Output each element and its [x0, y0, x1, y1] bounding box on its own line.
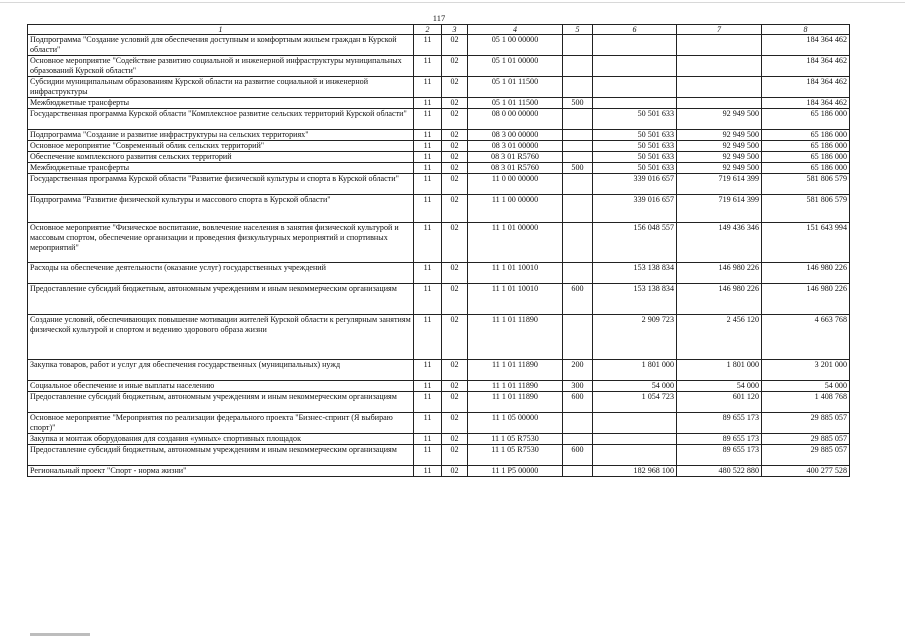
amount-year-1-cell: 156 048 557	[593, 223, 677, 263]
target-article-code-cell: 05 1 01 11500	[468, 77, 563, 98]
row-name-cell: Региональный проект "Спорт - норма жизни"	[28, 466, 414, 477]
expense-type-code-cell: 600	[563, 445, 593, 466]
expense-type-code-cell	[563, 141, 593, 152]
target-article-code-cell: 08 0 00 00000	[468, 109, 563, 130]
amount-year-1-cell: 1 054 723	[593, 392, 677, 413]
amount-year-2-cell: 89 655 173	[677, 445, 762, 466]
amount-year-3-cell: 65 186 000	[762, 141, 850, 152]
section-code-cell: 11	[414, 381, 442, 392]
row-name-cell: Обеспечение комплексного развития сельских территорий	[28, 152, 414, 163]
target-article-code-cell: 11 1 01 10010	[468, 263, 563, 284]
row-name-cell: Закупка и монтаж оборудования для создания «умных» спортивных площадок	[28, 434, 414, 445]
amount-year-2-cell: 719 614 399	[677, 174, 762, 195]
section-code-cell: 11	[414, 152, 442, 163]
amount-year-2-cell: 149 436 346	[677, 223, 762, 263]
subsection-code-cell: 02	[442, 445, 468, 466]
row-name-cell: Подпрограмма "Создание и развитие инфраструктуры на сельских территориях"	[28, 130, 414, 141]
amount-year-1-cell: 153 138 834	[593, 263, 677, 284]
amount-year-1-cell: 50 501 633	[593, 152, 677, 163]
expense-type-code-cell	[563, 466, 593, 477]
amount-year-1-cell	[593, 56, 677, 77]
section-code-cell: 11	[414, 466, 442, 477]
table-row	[28, 445, 850, 466]
subsection-code-cell: 02	[442, 109, 468, 130]
amount-year-3-cell: 65 186 000	[762, 130, 850, 141]
section-code-cell: 11	[414, 392, 442, 413]
amount-year-1-cell: 2 909 723	[593, 315, 677, 360]
amount-year-2-cell	[677, 56, 762, 77]
subsection-code-cell: 02	[442, 392, 468, 413]
subsection-code-cell: 02	[442, 174, 468, 195]
amount-year-2-cell: 54 000	[677, 381, 762, 392]
expense-type-code-cell	[563, 152, 593, 163]
amount-year-1-cell	[593, 98, 677, 109]
subsection-code-cell: 02	[442, 141, 468, 152]
row-name-cell: Основное мероприятие "Современный облик сельских территорий"	[28, 141, 414, 152]
amount-year-3-cell: 146 980 226	[762, 284, 850, 315]
top-rule	[0, 2, 905, 3]
column-header: 2	[414, 25, 442, 35]
subsection-code-cell: 02	[442, 195, 468, 223]
amount-year-3-cell: 65 186 000	[762, 152, 850, 163]
expense-type-code-cell: 200	[563, 360, 593, 381]
column-header: 6	[593, 25, 677, 35]
column-header: 7	[677, 25, 762, 35]
amount-year-3-cell: 29 885 057	[762, 445, 850, 466]
column-header: 8	[762, 25, 850, 35]
table-row	[28, 195, 850, 223]
row-name-cell: Подпрограмма "Создание условий для обеспечения доступным и комфортным жильем граждан в Курской области"	[28, 35, 414, 56]
expense-type-code-cell	[563, 195, 593, 223]
amount-year-2-cell: 146 980 226	[677, 263, 762, 284]
amount-year-1-cell: 153 138 834	[593, 284, 677, 315]
section-code-cell: 11	[414, 445, 442, 466]
table-row	[28, 130, 850, 141]
amount-year-2-cell: 2 456 120	[677, 315, 762, 360]
table-row	[28, 77, 850, 98]
amount-year-3-cell: 151 643 994	[762, 223, 850, 263]
target-article-code-cell: 11 1 01 00000	[468, 223, 563, 263]
expense-type-code-cell: 300	[563, 381, 593, 392]
section-code-cell: 11	[414, 434, 442, 445]
amount-year-2-cell	[677, 98, 762, 109]
row-name-cell: Субсидии муниципальным образованиям Курской области на развитие социальной и инженерной инфраструктуры	[28, 77, 414, 98]
amount-year-1-cell: 50 501 633	[593, 109, 677, 130]
amount-year-2-cell: 92 949 500	[677, 141, 762, 152]
section-code-cell: 11	[414, 98, 442, 109]
amount-year-2-cell: 92 949 500	[677, 130, 762, 141]
row-name-cell: Государственная программа Курской области "Комплексное развитие сельских территорий Курской области"	[28, 109, 414, 130]
table-row	[28, 315, 850, 360]
amount-year-1-cell	[593, 77, 677, 98]
amount-year-3-cell: 581 806 579	[762, 195, 850, 223]
table-row	[28, 263, 850, 284]
target-article-code-cell: 11 1 05 R7530	[468, 434, 563, 445]
amount-year-2-cell: 89 655 173	[677, 413, 762, 434]
column-header: 1	[28, 25, 414, 35]
table-row	[28, 284, 850, 315]
target-article-code-cell: 05 1 01 00000	[468, 56, 563, 77]
amount-year-1-cell: 50 501 633	[593, 130, 677, 141]
section-code-cell: 11	[414, 284, 442, 315]
row-name-cell: Межбюджетные трансферты	[28, 98, 414, 109]
expense-type-code-cell: 600	[563, 392, 593, 413]
amount-year-3-cell: 184 364 462	[762, 77, 850, 98]
subsection-code-cell: 02	[442, 381, 468, 392]
expense-type-code-cell	[563, 434, 593, 445]
expense-type-code-cell	[563, 223, 593, 263]
table-row	[28, 109, 850, 130]
amount-year-2-cell: 92 949 500	[677, 109, 762, 130]
amount-year-1-cell: 50 501 633	[593, 141, 677, 152]
section-code-cell: 11	[414, 263, 442, 284]
amount-year-1-cell: 54 000	[593, 381, 677, 392]
expense-type-code-cell	[563, 109, 593, 130]
expense-type-code-cell	[563, 35, 593, 56]
amount-year-2-cell	[677, 77, 762, 98]
subsection-code-cell: 02	[442, 263, 468, 284]
section-code-cell: 11	[414, 56, 442, 77]
amount-year-1-cell: 339 016 657	[593, 174, 677, 195]
subsection-code-cell: 02	[442, 98, 468, 109]
amount-year-1-cell: 1 801 000	[593, 360, 677, 381]
expense-type-code-cell	[563, 130, 593, 141]
target-article-code-cell: 11 1 01 11890	[468, 315, 563, 360]
budget-table	[27, 24, 850, 477]
amount-year-2-cell: 719 614 399	[677, 195, 762, 223]
amount-year-3-cell: 184 364 462	[762, 98, 850, 109]
amount-year-3-cell: 29 885 057	[762, 434, 850, 445]
table-row	[28, 174, 850, 195]
expense-type-code-cell: 500	[563, 163, 593, 174]
target-article-code-cell: 05 1 01 11500	[468, 98, 563, 109]
amount-year-3-cell: 1 408 768	[762, 392, 850, 413]
amount-year-3-cell: 65 186 000	[762, 163, 850, 174]
amount-year-1-cell: 182 968 100	[593, 466, 677, 477]
amount-year-1-cell: 50 501 633	[593, 163, 677, 174]
amount-year-2-cell: 1 801 000	[677, 360, 762, 381]
amount-year-3-cell: 4 663 768	[762, 315, 850, 360]
section-code-cell: 11	[414, 141, 442, 152]
row-name-cell: Предоставление субсидий бюджетным, автономным учреждениям и иным некоммерческим организациям	[28, 392, 414, 413]
section-code-cell: 11	[414, 360, 442, 381]
subsection-code-cell: 02	[442, 466, 468, 477]
column-header: 5	[563, 25, 593, 35]
subsection-code-cell: 02	[442, 413, 468, 434]
row-name-cell: Основное мероприятие "Мероприятия по реализации федерального проекта "Бизнес-спринт (Я выбираю спорт)"	[28, 413, 414, 434]
amount-year-2-cell	[677, 35, 762, 56]
amount-year-1-cell: 339 016 657	[593, 195, 677, 223]
row-name-cell: Основное мероприятие "Содействие развитию социальной и инженерной инфраструктуры муниципальных образований Курской области"	[28, 56, 414, 77]
target-article-code-cell: 08 3 00 00000	[468, 130, 563, 141]
subsection-code-cell: 02	[442, 223, 468, 263]
table-row	[28, 98, 850, 109]
section-code-cell: 11	[414, 109, 442, 130]
amount-year-1-cell	[593, 413, 677, 434]
amount-year-2-cell: 480 522 880	[677, 466, 762, 477]
row-name-cell: Создание условий, обеспечивающих повышение мотивации жителей Курской области к регулярным занятиям физической культурой и спортом и ведению здорового образа жизни	[28, 315, 414, 360]
row-name-cell: Подпрограмма "Развитие физической культуры и массового спорта в Курской области"	[28, 195, 414, 223]
table-row	[28, 163, 850, 174]
section-code-cell: 11	[414, 195, 442, 223]
amount-year-3-cell: 400 277 528	[762, 466, 850, 477]
subsection-code-cell: 02	[442, 35, 468, 56]
target-article-code-cell: 11 1 05 00000	[468, 413, 563, 434]
amount-year-2-cell: 89 655 173	[677, 434, 762, 445]
subsection-code-cell: 02	[442, 434, 468, 445]
amount-year-2-cell: 146 980 226	[677, 284, 762, 315]
table-row	[28, 466, 850, 477]
target-article-code-cell: 08 3 01 00000	[468, 141, 563, 152]
row-name-cell: Социальное обеспечение и иные выплаты населению	[28, 381, 414, 392]
section-code-cell: 11	[414, 130, 442, 141]
section-code-cell: 11	[414, 77, 442, 98]
expense-type-code-cell: 600	[563, 284, 593, 315]
target-article-code-cell: 11 1 00 00000	[468, 195, 563, 223]
target-article-code-cell: 11 1 01 11890	[468, 360, 563, 381]
row-name-cell: Закупка товаров, работ и услуг для обеспечения государственных (муниципальных) нужд	[28, 360, 414, 381]
table-row	[28, 223, 850, 263]
target-article-code-cell: 08 3 01 R5760	[468, 163, 563, 174]
target-article-code-cell: 11 1 01 11890	[468, 392, 563, 413]
subsection-code-cell: 02	[442, 163, 468, 174]
row-name-cell: Межбюджетные трансферты	[28, 163, 414, 174]
row-name-cell: Основное мероприятие "Физическое воспитание, вовлечение населения в занятия физической культурой и массовым спортом, обеспечение организации и проведения физкультурных мероприятий и спортивных мероприятий"	[28, 223, 414, 263]
amount-year-3-cell: 184 364 462	[762, 35, 850, 56]
table-row	[28, 56, 850, 77]
section-code-cell: 11	[414, 413, 442, 434]
subsection-code-cell: 02	[442, 284, 468, 315]
amount-year-3-cell: 29 885 057	[762, 413, 850, 434]
expense-type-code-cell	[563, 413, 593, 434]
column-header: 3	[442, 25, 468, 35]
target-article-code-cell: 11 1 05 R7530	[468, 445, 563, 466]
target-article-code-cell: 08 3 01 R5760	[468, 152, 563, 163]
expense-type-code-cell	[563, 174, 593, 195]
expense-type-code-cell	[563, 56, 593, 77]
section-code-cell: 11	[414, 315, 442, 360]
subsection-code-cell: 02	[442, 130, 468, 141]
table-row	[28, 152, 850, 163]
table-row	[28, 141, 850, 152]
amount-year-3-cell: 3 201 000	[762, 360, 850, 381]
table-row	[28, 413, 850, 434]
expense-type-code-cell: 500	[563, 98, 593, 109]
expense-type-code-cell	[563, 263, 593, 284]
target-article-code-cell: 11 1 P5 00000	[468, 466, 563, 477]
section-code-cell: 11	[414, 163, 442, 174]
table-row	[28, 392, 850, 413]
target-article-code-cell: 11 1 01 10010	[468, 284, 563, 315]
amount-year-2-cell: 92 949 500	[677, 163, 762, 174]
amount-year-3-cell: 65 186 000	[762, 109, 850, 130]
table-row	[28, 35, 850, 56]
page-number: 117	[432, 13, 446, 23]
subsection-code-cell: 02	[442, 360, 468, 381]
subsection-code-cell: 02	[442, 315, 468, 360]
section-code-cell: 11	[414, 223, 442, 263]
table-row	[28, 381, 850, 392]
amount-year-1-cell	[593, 35, 677, 56]
amount-year-3-cell: 184 364 462	[762, 56, 850, 77]
target-article-code-cell: 11 1 01 11890	[468, 381, 563, 392]
table-row	[28, 360, 850, 381]
target-article-code-cell: 05 1 00 00000	[468, 35, 563, 56]
amount-year-1-cell	[593, 445, 677, 466]
amount-year-3-cell: 54 000	[762, 381, 850, 392]
amount-year-3-cell: 581 806 579	[762, 174, 850, 195]
table-row	[28, 434, 850, 445]
expense-type-code-cell	[563, 77, 593, 98]
row-name-cell: Предоставление субсидий бюджетным, автономным учреждениям и иным некоммерческим организациям	[28, 284, 414, 315]
amount-year-1-cell	[593, 434, 677, 445]
section-code-cell: 11	[414, 35, 442, 56]
subsection-code-cell: 02	[442, 77, 468, 98]
column-header-row	[28, 25, 850, 35]
target-article-code-cell: 11 0 00 00000	[468, 174, 563, 195]
subsection-code-cell: 02	[442, 152, 468, 163]
row-name-cell: Государственная программа Курской области "Развитие физической культуры и спорта в Курской области"	[28, 174, 414, 195]
scan-mark	[30, 633, 90, 636]
section-code-cell: 11	[414, 174, 442, 195]
column-header: 4	[468, 25, 563, 35]
amount-year-2-cell: 92 949 500	[677, 152, 762, 163]
amount-year-3-cell: 146 980 226	[762, 263, 850, 284]
row-name-cell: Предоставление субсидий бюджетным, автономным учреждениям и иным некоммерческим организациям	[28, 445, 414, 466]
amount-year-2-cell: 601 120	[677, 392, 762, 413]
subsection-code-cell: 02	[442, 56, 468, 77]
expense-type-code-cell	[563, 315, 593, 360]
row-name-cell: Расходы на обеспечение деятельности (оказание услуг) государственных учреждений	[28, 263, 414, 284]
